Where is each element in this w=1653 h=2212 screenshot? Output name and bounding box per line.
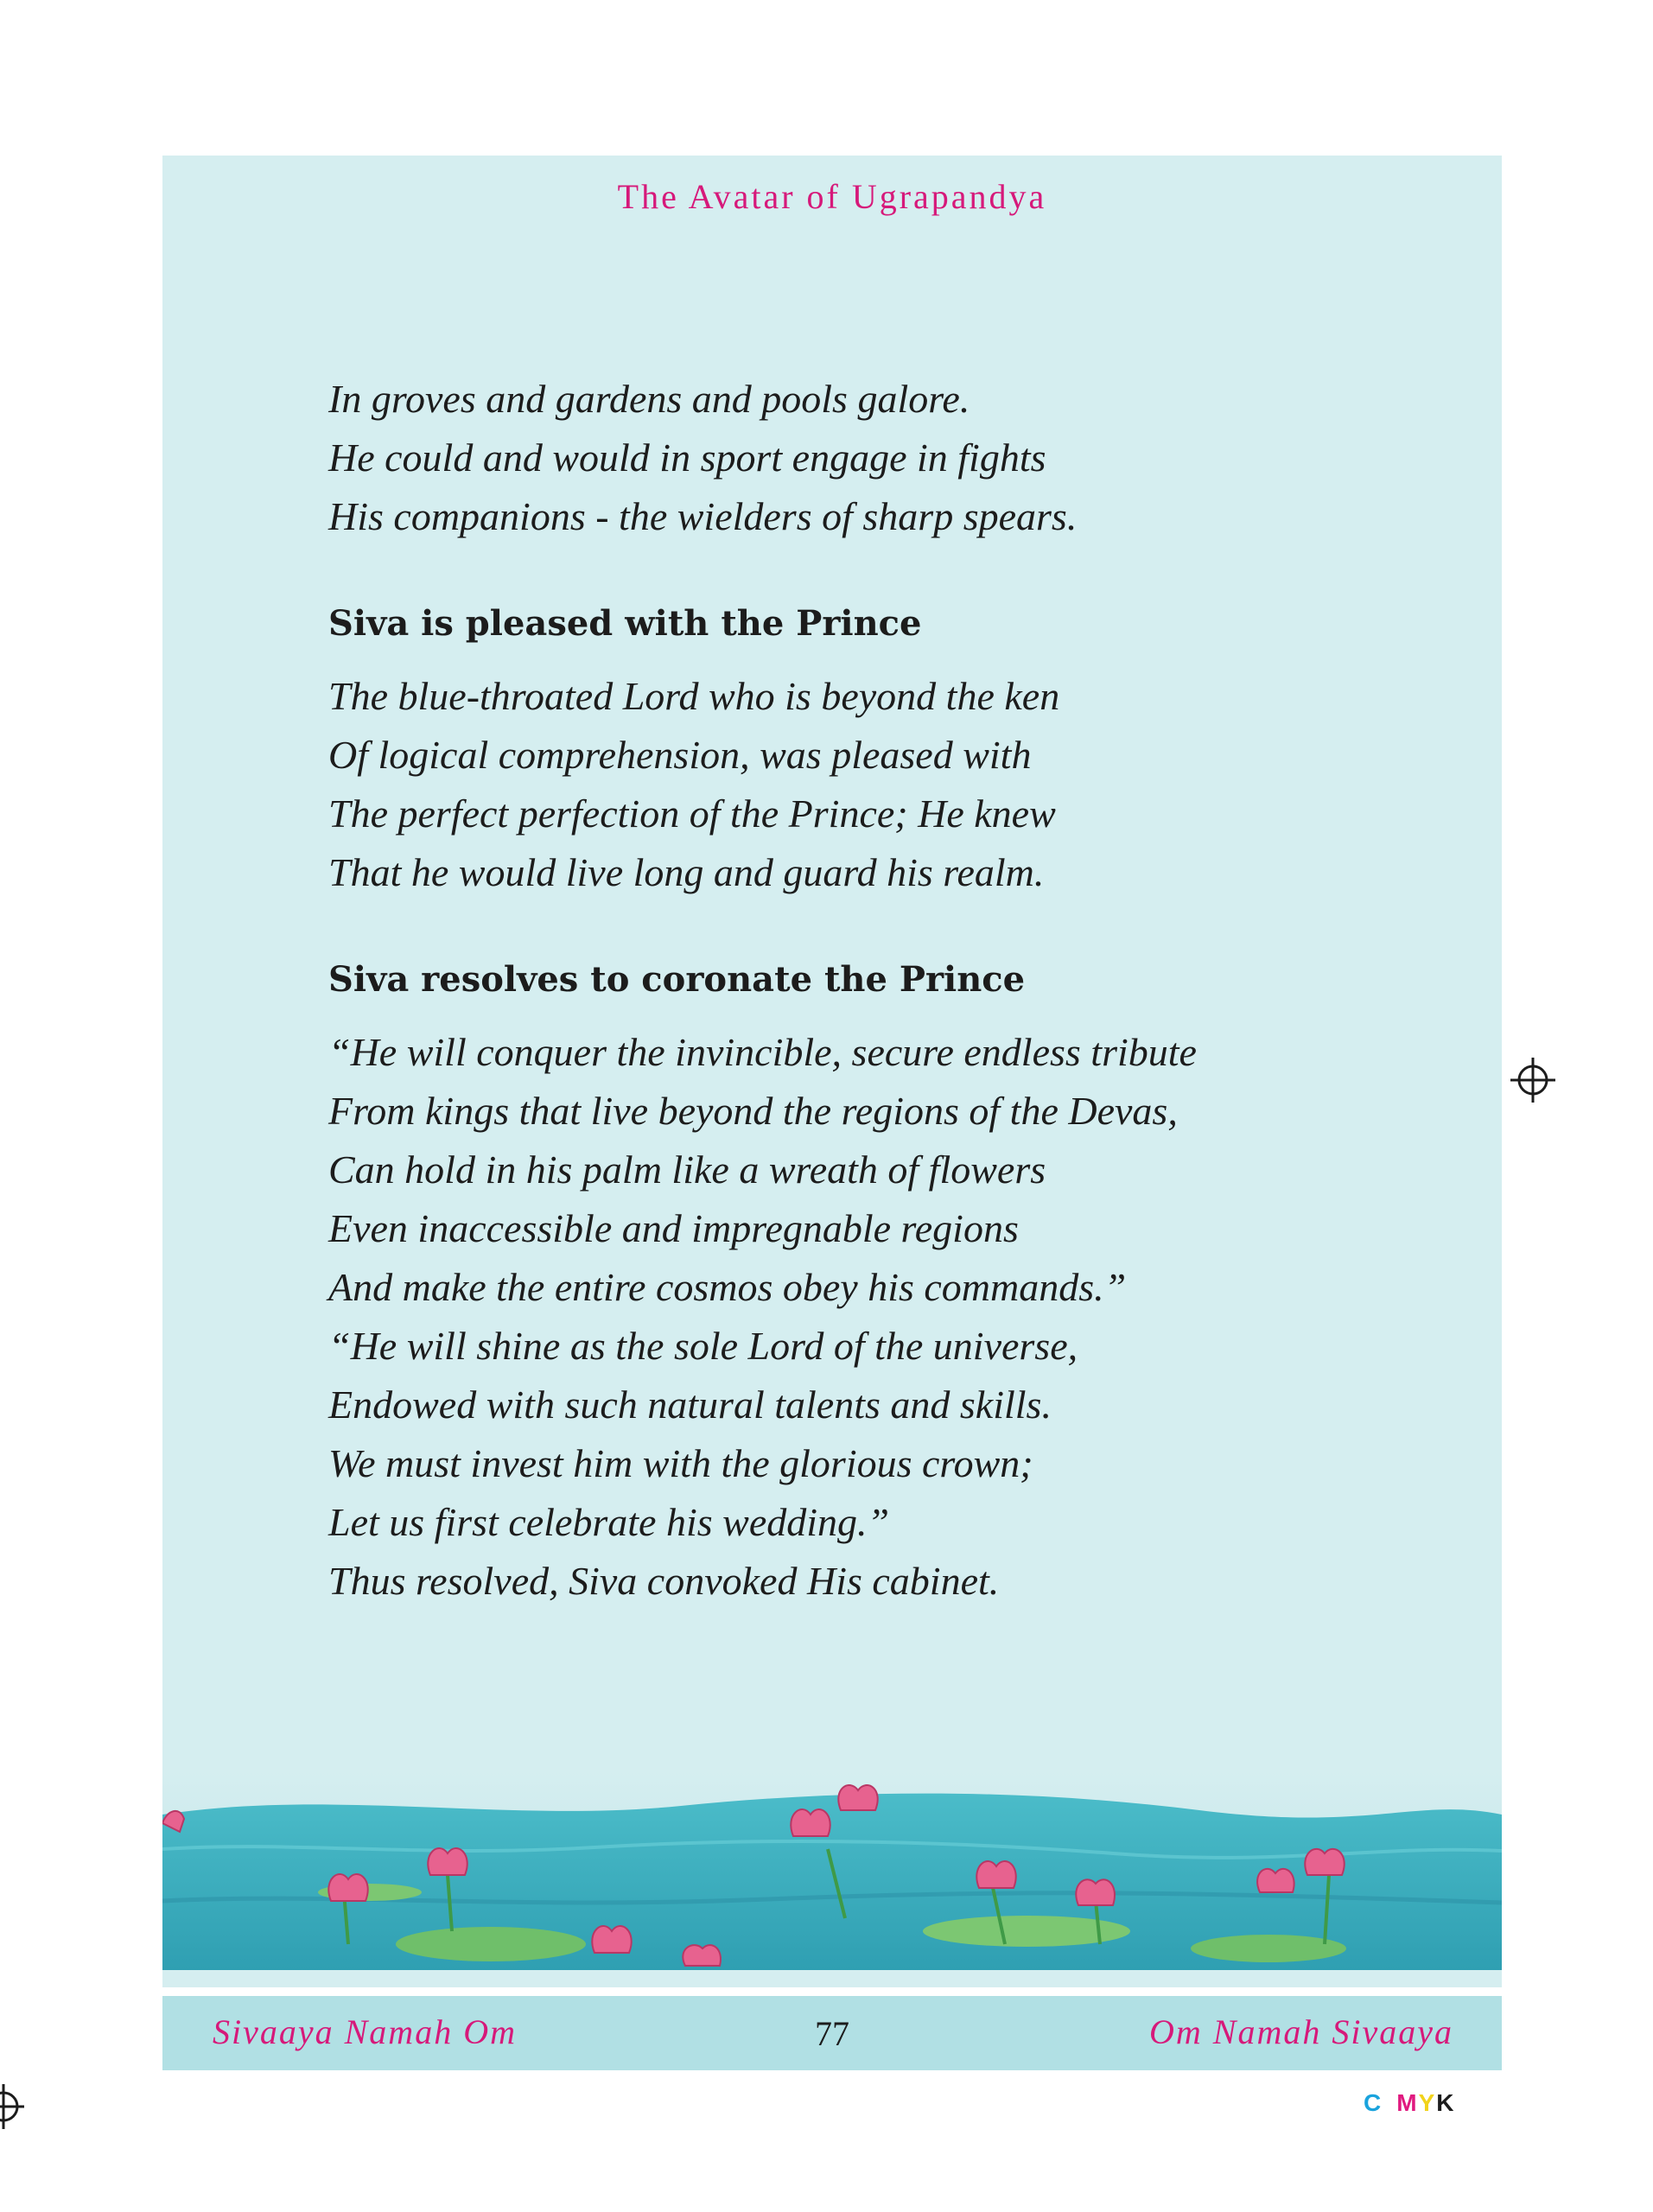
poem-line: We must invest him with the glorious crown;: [328, 1441, 1033, 1485]
cmyk-y: Y: [1418, 2089, 1435, 2116]
poem-line: Of logical comprehension, was pleased with: [328, 733, 1032, 777]
poem-line: Can hold in his palm like a wreath of flowers: [328, 1147, 1046, 1192]
poem-line: He could and would in sport engage in fights: [328, 435, 1046, 480]
poem-line: Even inaccessible and impregnable regions: [328, 1206, 1019, 1250]
stanza-1: [328, 370, 1452, 546]
stanza-3: [328, 1023, 1452, 1611]
section-heading-coronate: Siva resolves to coronate the Prince: [328, 959, 1026, 1000]
page-number: 77: [815, 2014, 849, 2053]
cmyk-c: C: [1364, 2089, 1382, 2116]
poem-line: The perfect perfection of the Prince; He knew: [328, 791, 1056, 836]
poem-line: His companions - the wielders of sharp spears.: [328, 494, 1078, 538]
poem-line: That he would live long and guard his realm.: [328, 850, 1045, 894]
poem-line: From kings that live beyond the regions of the Devas,: [328, 1089, 1178, 1133]
registration-mark-icon: [0, 2082, 26, 2131]
poem-line: Thus resolved, Siva convoked His cabinet.: [328, 1559, 1000, 1603]
stanza-2: [328, 667, 1452, 902]
cmyk-m: M: [1396, 2089, 1417, 2116]
footer-bar: [162, 1996, 1502, 2070]
poem-line: Endowed with such natural talents and skills.: [328, 1382, 1052, 1427]
poem-line: The blue-throated Lord who is beyond the ken: [328, 674, 1060, 718]
poem-line: Let us first celebrate his wedding.”: [328, 1500, 890, 1544]
registration-mark-icon: [1509, 1056, 1557, 1104]
poem-line: And make the entire cosmos obey his commands.”: [328, 1265, 1127, 1309]
cmyk-k: K: [1436, 2089, 1454, 2116]
poem-line: “He will conquer the invincible, secure endless tribute: [328, 1030, 1197, 1074]
poem-line: “He will shine as the sole Lord of the universe,: [328, 1324, 1078, 1368]
running-title: The Avatar of Ugrapandya: [617, 177, 1047, 216]
page-panel: [162, 156, 1502, 1987]
lotus-pond-illustration: [162, 1771, 1502, 1970]
poem-body: [328, 370, 1452, 1611]
footer-right-mantra: Om Namah Sivaaya: [1149, 2012, 1453, 2051]
poem-line: In groves and gardens and pools galore.: [328, 377, 970, 421]
footer-left-mantra: Sivaaya Namah Om: [213, 2012, 517, 2051]
cmyk-color-bar: [1364, 2089, 1455, 2117]
section-heading-pleased: Siva is pleased with the Prince: [328, 603, 922, 644]
